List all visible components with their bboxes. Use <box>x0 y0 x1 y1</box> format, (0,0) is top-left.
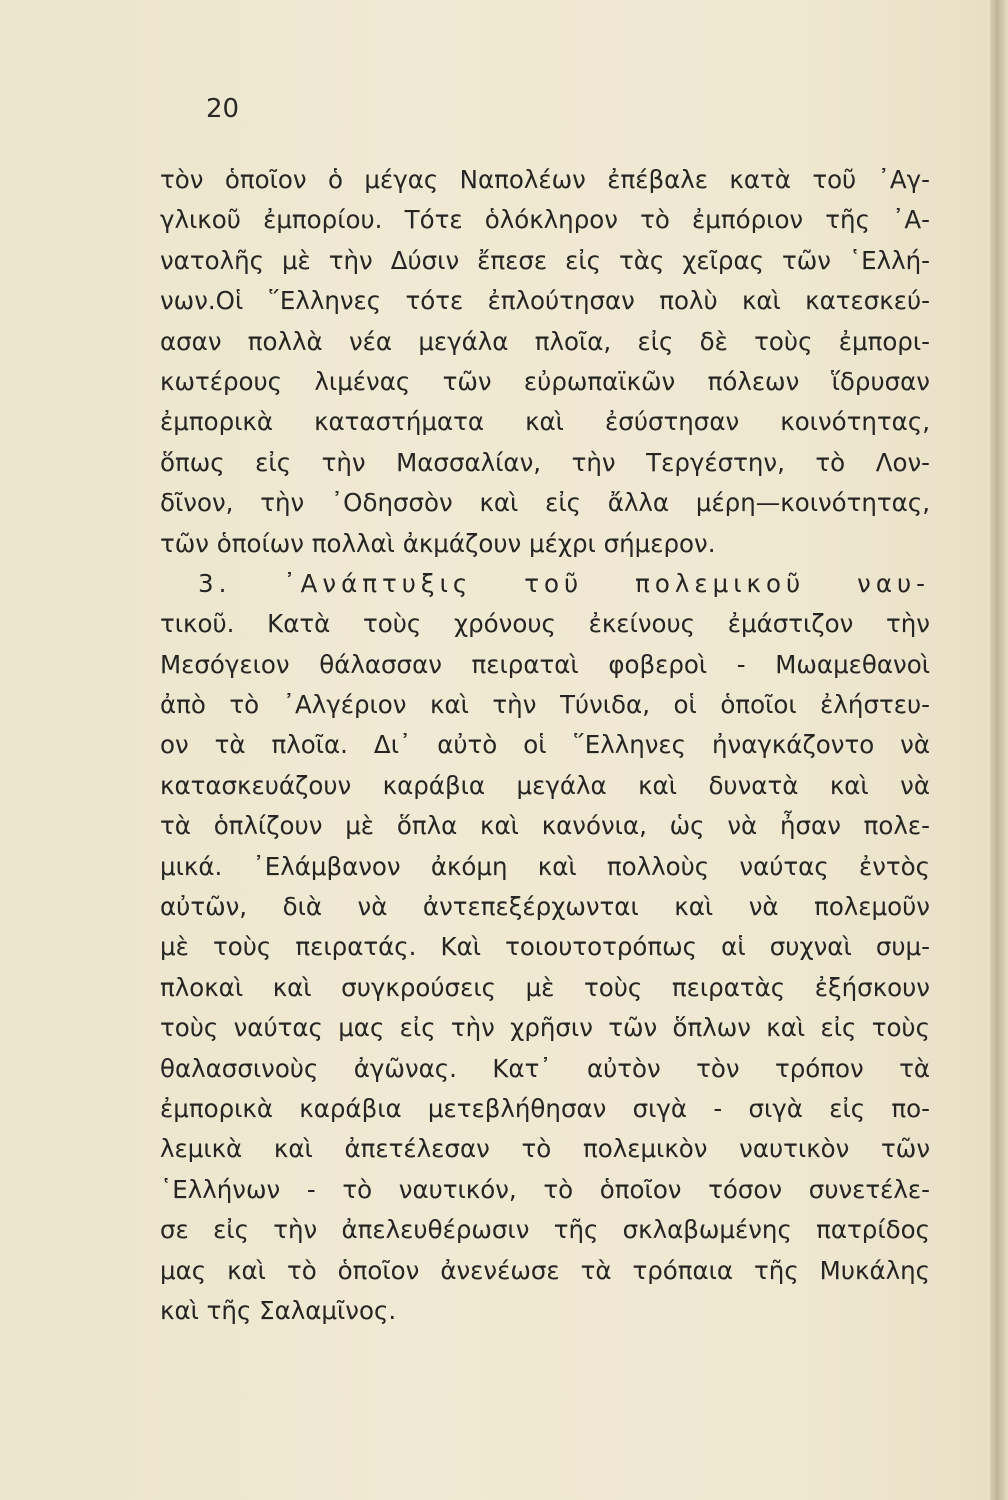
text-line: μικά. ᾿Ελάμβανον ἀκόμη καὶ πολλοὺς ναύτας ἐντὸς <box>160 851 930 881</box>
text-line: σε εἰς τὴν ἀπελευθέρωσιν τῆς σκλαβωμένης πατρίδος <box>160 1215 930 1245</box>
page-edge <box>990 0 1008 1500</box>
text-line: μὲ τοὺς πειρατάς. Καὶ τοιουτοτρόπως αἱ συχναὶ συμ- <box>160 932 930 962</box>
section-heading-line: 3. ᾿Ανάπτυξις τοῦ πολεμικοῦ ναυ- <box>198 568 930 598</box>
text-line: τὰ ὁπλίζουν μὲ ὅπλα καὶ κανόνια, ὡς νὰ ἦσαν πολε- <box>160 811 930 841</box>
text-line: θαλασσινοὺς ἀγῶνας. Κατ᾿ αὐτὸν τὸν τρόπον τὰ <box>160 1053 930 1083</box>
text-line: κατασκευάζουν καράβια μεγάλα καὶ δυνατὰ καὶ νὰ <box>160 770 930 800</box>
text-line: ασαν πολλὰ νέα μεγάλα πλοῖα, εἰς δὲ τοὺς ἐμπορι- <box>160 326 930 356</box>
text-line: λεμικὰ καὶ ἀπετέλεσαν τὸ πολεμικὸν ναυτικὸν τῶν <box>160 1134 930 1164</box>
text-line: αὐτῶν, διὰ νὰ ἀντεπεξέρχωνται καὶ νὰ πολεμοῦν <box>160 892 930 922</box>
text-line: τῶν ὁποίων πολλαὶ ἀκμάζουν μέχρι σήμερον. <box>160 528 716 558</box>
text-line: μας καὶ τὸ ὁποῖον ἀνενέωσε τὰ τρόπαια τῆς Μυκάλης <box>160 1255 930 1285</box>
text-line: δῖνον, τὴν ᾿Οδησσὸν καὶ εἰς ἄλλα μέρη—κοινότητας, <box>160 488 930 518</box>
text-line: νατολῆς μὲ τὴν Δύσιν ἔπεσε εἰς τὰς χεῖρας τῶν ῾Ελλή- <box>160 245 930 275</box>
text-line: καὶ τῆς Σαλαμῖνος. <box>160 1295 397 1325</box>
text-line: ἐμπορικὰ καράβια μετεβλήθησαν σιγὰ - σιγὰ εἰς πο- <box>160 1093 930 1123</box>
text-line: γλικοῦ ἐμπορίου. Τότε ὁλόκληρον τὸ ἐμπόριον τῆς ᾿Α- <box>160 205 930 235</box>
text-line: κωτέρους λιμένας τῶν εὐρωπαϊκῶν πόλεων ἵδρυσαν <box>160 366 930 396</box>
text-line: πλοκαὶ καὶ συγκρούσεις μὲ τοὺς πειρατὰς ἐξήσκουν <box>160 972 930 1002</box>
text-line: ἐμπορικὰ καταστήματα καὶ ἐσύστησαν κοινότητας, <box>160 407 930 437</box>
text-line: ὅπως εἰς τὴν Μασσαλίαν, τὴν Τεργέστην, τὸ Λον- <box>160 447 930 477</box>
text-line: τὸν ὁποῖον ὁ μέγας Ναπολέων ἐπέβαλε κατὰ τοῦ ᾿Αγ- <box>160 165 930 194</box>
body-text <box>160 160 930 1331</box>
text-line: ἀπὸ τὸ ᾿Αλγέριον καὶ τὴν Τύνιδα, οἱ ὁποῖοι ἐλήστευ- <box>160 690 930 720</box>
text-line: Μεσόγειον θάλασσαν πειραταὶ φοβεροὶ - Μωαμεθανοὶ <box>160 649 930 679</box>
text-line: τικοῦ. Κατὰ τοὺς χρόνους ἐκείνους ἐμάστιζον τὴν <box>160 609 930 639</box>
text-line: ον τὰ πλοῖα. Δι᾿ αὐτὸ οἱ ῞Ελληνες ἠναγκάζοντο νὰ <box>160 730 930 760</box>
page-number: 20 <box>206 94 240 124</box>
text-line: ῾Ελλήνων - τὸ ναυτικόν, τὸ ὁποῖον τόσον συνετέλε- <box>160 1174 930 1204</box>
text-line: τοὺς ναύτας μας εἰς τὴν χρῆσιν τῶν ὅπλων καὶ εἰς τοὺς <box>160 1013 930 1043</box>
text-line: νων.Οἱ ῞Ελληνες τότε ἐπλούτησαν πολὺ καὶ κατεσκεύ- <box>160 286 930 316</box>
